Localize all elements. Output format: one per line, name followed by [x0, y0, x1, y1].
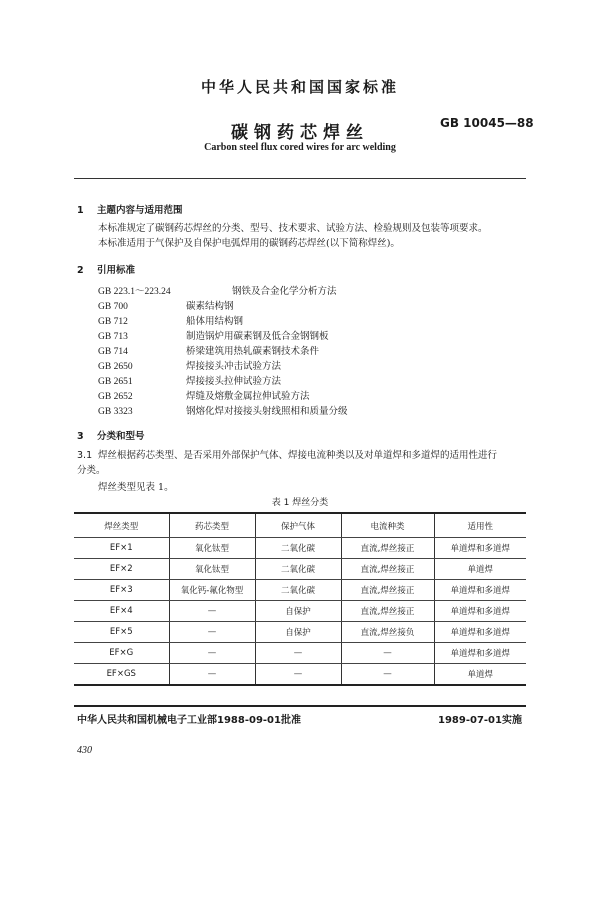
cell-current-type: 直流,焊丝接正 — [341, 538, 434, 559]
cell-wire-type: EF×3 — [74, 580, 169, 601]
cell-applicability: 单道焊和多道焊 — [434, 622, 526, 643]
table-caption: 表 1 焊丝分类 — [271, 498, 329, 508]
cell-shielding-gas: 二氧化碳 — [255, 580, 341, 601]
weld-wire-classification-table — [74, 512, 526, 686]
section-3-heading — [77, 428, 145, 442]
header-shielding-gas: 保护气体 — [255, 513, 341, 538]
table-row — [74, 538, 526, 559]
reference-item — [98, 298, 234, 312]
reference-name: 碳素结构钢 — [186, 301, 234, 312]
cell-current-type: — — [341, 643, 434, 664]
national-standard-heading: 中华人民共和国国家标准 — [200, 78, 399, 96]
section-title: 引用标准 — [97, 265, 136, 276]
section-number: 2 — [77, 265, 84, 276]
cell-wire-type: EF×GS — [74, 664, 169, 686]
document-title: 碳钢药芯焊丝 — [231, 123, 369, 143]
cell-shielding-gas: 自保护 — [255, 622, 341, 643]
reference-item — [98, 388, 310, 402]
cell-applicability: 单道焊 — [434, 664, 526, 686]
reference-code: GB 2652 — [98, 392, 133, 402]
reference-item — [98, 403, 348, 417]
section-1-heading — [77, 202, 183, 216]
cell-core-type: 氧化钛型 — [169, 559, 255, 580]
cell-current-type: 直流,焊丝接正 — [341, 580, 434, 601]
header-divider — [74, 178, 526, 179]
table-row — [74, 622, 526, 643]
implementation-date: 1989-07-01实施 — [438, 715, 522, 726]
reference-item — [98, 313, 243, 327]
section-title: 主题内容与适用范围 — [97, 205, 183, 216]
page-number: 430 — [77, 745, 92, 756]
reference-code: GB 713 — [98, 332, 128, 342]
cell-core-type: — — [169, 643, 255, 664]
cell-core-type: 氧化钙-氟化物型 — [169, 580, 255, 601]
reference-code: GB 714 — [98, 347, 128, 357]
cell-wire-type: EF×G — [74, 643, 169, 664]
cell-applicability: 单道焊和多道焊 — [434, 643, 526, 664]
reference-name: 焊缝及熔敷金属拉伸试验方法 — [186, 391, 310, 402]
cell-wire-type: EF×5 — [74, 622, 169, 643]
cell-current-type: — — [341, 664, 434, 686]
reference-code: GB 3323 — [98, 407, 133, 417]
footer-divider — [74, 705, 526, 707]
header-core-type: 药芯类型 — [169, 513, 255, 538]
cell-current-type: 直流,焊丝接负 — [341, 622, 434, 643]
reference-code: GB 2651 — [98, 377, 133, 387]
cell-applicability: 单道焊和多道焊 — [434, 580, 526, 601]
reference-item — [98, 328, 329, 342]
reference-name: 制造锅炉用碳素钢及低合金钢钢板 — [186, 331, 329, 342]
approval-notice: 中华人民共和国机械电子工业部1988-09-01批准 — [77, 715, 301, 726]
reference-name: 桥梁建筑用热轧碳素钢技术条件 — [186, 346, 320, 357]
reference-name: 焊接接头冲击试验方法 — [186, 361, 282, 372]
header-applicability: 适用性 — [434, 513, 526, 538]
cell-applicability: 单道焊和多道焊 — [434, 601, 526, 622]
cell-applicability: 单道焊和多道焊 — [434, 538, 526, 559]
reference-name: 钢铁及合金化学分析方法 — [232, 286, 337, 297]
cell-wire-type: EF×4 — [74, 601, 169, 622]
clause-3-1-line-2: 分类。 — [77, 465, 106, 476]
cell-applicability: 单道焊 — [434, 559, 526, 580]
cell-shielding-gas: 自保护 — [255, 601, 341, 622]
reference-name: 焊接接头拉伸试验方法 — [186, 376, 282, 387]
reference-item — [98, 373, 281, 387]
reference-item — [98, 283, 337, 297]
clause-text: 焊丝根据药芯类型、是否采用外部保护气体、焊接电流种类以及对单道焊和多道焊的适用性进行 — [98, 450, 498, 461]
header-current-type: 电流种类 — [341, 513, 434, 538]
table-intro: 焊丝类型见表 1。 — [98, 482, 174, 493]
reference-name: 船体用结构钢 — [186, 316, 244, 327]
header-wire-type: 焊丝类型 — [74, 513, 169, 538]
reference-code: GB 223.1～223.24 — [98, 287, 171, 297]
clause-3-1-line-1 — [77, 449, 497, 463]
reference-name: 钢熔化焊对接接头射线照相和质量分级 — [186, 406, 348, 417]
section-1-paragraph-2: 本标准适用于气保护及自保护电弧焊用的碳钢药芯焊丝(以下简称焊丝)。 — [98, 238, 400, 249]
cell-current-type: 直流,焊丝接正 — [341, 559, 434, 580]
section-number: 3 — [77, 431, 84, 442]
cell-shielding-gas: 二氧化碳 — [255, 559, 341, 580]
table-row — [74, 559, 526, 580]
cell-wire-type: EF×2 — [74, 559, 169, 580]
section-number: 1 — [77, 205, 84, 216]
table-row — [74, 664, 526, 686]
table-row — [74, 643, 526, 664]
english-title: Carbon steel flux cored wires for arc welding — [204, 142, 396, 153]
reference-item — [98, 358, 281, 372]
section-title: 分类和型号 — [97, 431, 145, 442]
cell-core-type: — — [169, 601, 255, 622]
cell-current-type: 直流,焊丝接正 — [341, 601, 434, 622]
cell-core-type: 氧化钛型 — [169, 538, 255, 559]
cell-shielding-gas: — — [255, 643, 341, 664]
reference-code: GB 712 — [98, 317, 128, 327]
table-row — [74, 580, 526, 601]
section-2-heading — [77, 262, 135, 276]
cell-core-type: — — [169, 664, 255, 686]
reference-item — [98, 343, 319, 357]
cell-wire-type: EF×1 — [74, 538, 169, 559]
cell-shielding-gas: 二氧化碳 — [255, 538, 341, 559]
table-header-row — [74, 513, 526, 538]
clause-number: 3.1 — [77, 450, 93, 461]
section-1-paragraph-1: 本标准规定了碳钢药芯焊丝的分类、型号、技术要求、试验方法、检验规则及包装等项要求。 — [98, 223, 488, 234]
reference-code: GB 700 — [98, 302, 128, 312]
standard-code: GB 10045—88 — [440, 116, 534, 130]
cell-core-type: — — [169, 622, 255, 643]
reference-code: GB 2650 — [98, 362, 133, 372]
table-row — [74, 601, 526, 622]
cell-shielding-gas: — — [255, 664, 341, 686]
